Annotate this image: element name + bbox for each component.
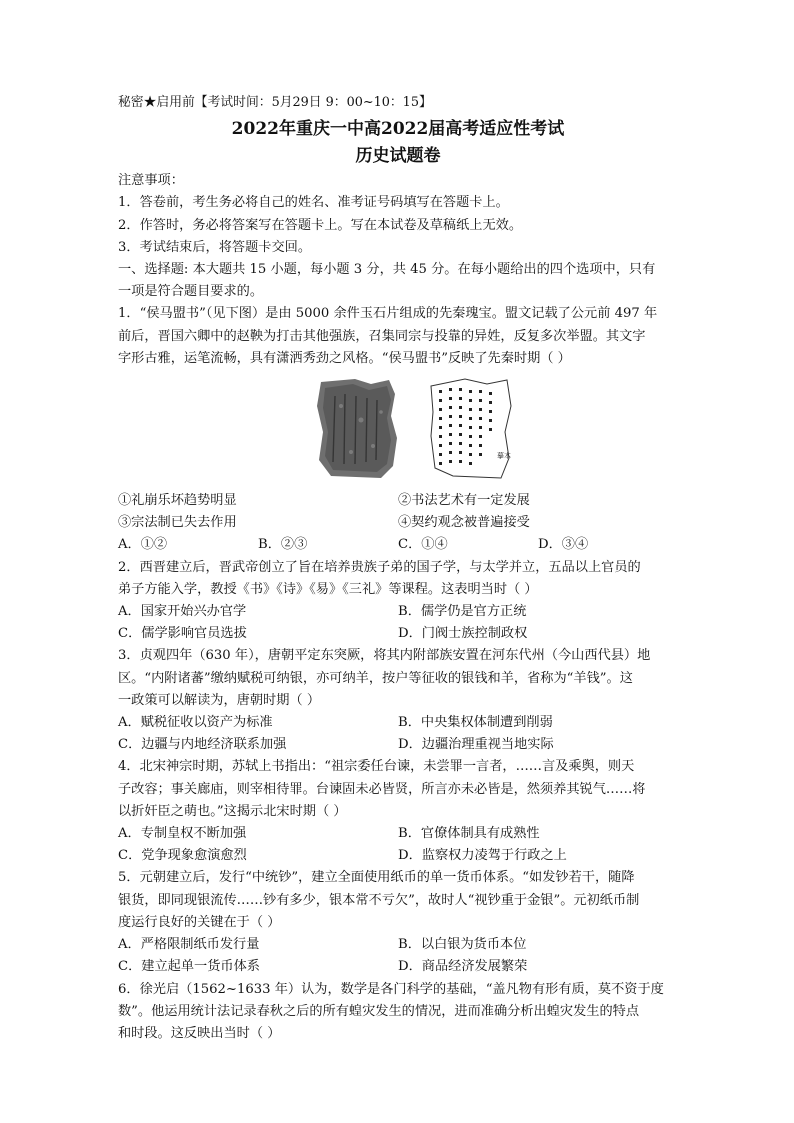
tablet-tracing-copy <box>425 376 515 482</box>
q5-option-d: D．商品经济发展繁荣 <box>398 959 528 975</box>
q6-stem-line2: 数”。他运用统计法记录春秋之后的所有蝗灾发生的情况，进而准确分析出蝗灾发生的特点 <box>118 1003 640 1019</box>
note-item-3: 3．考试结束后，将答题卡交回。 <box>118 239 312 255</box>
q4-stem-line1: 4．北宋神宗时期，苏轼上书指出：“祖宗委任台谏，未尝罪一言者，……言及乘舆，则天 <box>118 759 635 775</box>
q3-option-a: A．赋税征收以资产为标准 <box>118 715 273 731</box>
q5-options-row2 <box>118 956 678 978</box>
section-intro-line1: 一、选择题: 本大题共 15 小题，每小题 3 分，共 45 分。在每小题给出的四个选项中，只有 <box>118 262 656 278</box>
confidential-header: 秘密★启用前【考试时间：5月29日 9：00~10：15】 <box>118 95 432 110</box>
exam-subtitle: 历史试题卷 <box>355 146 441 167</box>
notes-heading: 注意事项： <box>118 173 184 189</box>
q3-options-row1 <box>118 712 678 734</box>
q4-option-b: B．官僚体制具有成熟性 <box>398 826 540 842</box>
q1-statements-row2 <box>118 512 678 534</box>
q5-stem-line1: 5．元朝建立后，发行“中统钞”，建立全面使用纸币的单一货币体系。“如发钞若干，随降 <box>118 870 635 886</box>
q1-option-a: A．①② <box>118 537 168 553</box>
q1-option-c: C．①④ <box>398 537 448 553</box>
q2-option-a: A．国家开始兴办官学 <box>118 604 247 620</box>
q1-options <box>118 534 678 556</box>
q1-statements-row1 <box>118 490 678 512</box>
q1-stem-line2: 前后，晋国六卿中的赵鞅为打击其他强族，召集同宗与投靠的异姓，反复多次举盟。其文字 <box>118 328 646 344</box>
q5-option-a: A．严格限制纸币发行量 <box>118 937 260 953</box>
q6-stem-line1: 6．徐光启（1562~1633 年）认为，数学是各门科学的基础，“盖凡物有形有质，莫不资于度 <box>118 981 664 997</box>
note-item-2: 2．作答时，务必将答案写在答题卡上。写在本试卷及草稿纸上无效。 <box>118 217 523 233</box>
q1-statement-2: ②书法艺术有一定发展 <box>398 493 530 509</box>
q1-statement-4: ④契约观念被普遍接受 <box>398 515 530 531</box>
q2-option-d: D．门阀士族控制政权 <box>398 626 528 642</box>
q4-stem-line2: 子改容；事关廊庙，则宰相待罪。台谏固未必皆贤，所言亦未必皆是，然须养其锐气……将 <box>118 781 646 797</box>
q5-options-row1 <box>118 934 678 956</box>
tracing-label: 摹本 <box>497 452 511 461</box>
q2-options-row2 <box>118 623 678 645</box>
q3-option-d: D．边疆治理重视当地实际 <box>398 737 554 753</box>
q3-options-row2 <box>118 734 678 756</box>
q3-option-c: C．边疆与内地经济联系加强 <box>118 737 287 753</box>
section-intro-line2: 一项是符合题目要求的。 <box>118 284 264 300</box>
exam-title: 2022年重庆一中高2022届高考适应性考试 <box>231 119 565 140</box>
q1-option-b: B．②③ <box>258 537 308 553</box>
q4-option-a: A．专制皇权不断加强 <box>118 826 247 842</box>
q3-stem-line1: 3．贞观四年（630 年），唐朝平定东突厥，将其内附部族安置在河东代州（今山西代县）地 <box>118 648 651 664</box>
q4-options-row2 <box>118 845 678 867</box>
q4-stem-line3: 以折奸臣之萌也。”这揭示北宋时期（ ） <box>118 803 347 819</box>
q3-option-b: B．中央集权体制遭到削弱 <box>398 715 553 731</box>
q2-stem-line1: 2．西晋建立后，晋武帝创立了旨在培养贵族子弟的国子学，与太学并立，五品以上官员的 <box>118 559 641 575</box>
q3-stem-line3: 一政策可以解读为，唐朝时期（ ） <box>118 692 321 708</box>
note-item-1: 1．答卷前，考生务必将自己的姓名、准考证号码填写在答题卡上。 <box>118 195 509 211</box>
q4-options-row1 <box>118 823 678 845</box>
q5-option-b: B．以白银为货币本位 <box>398 937 527 953</box>
q1-option-d: D．③④ <box>538 537 589 553</box>
q3-stem-line2: 区。“内附诸蕃”缴纳赋税可纳银，亦可纳羊，按户等征收的银钱和羊，省称为“羊钱”。这 <box>118 670 633 686</box>
q2-option-c: C．儒学影响官员选拔 <box>118 626 247 642</box>
q5-option-c: C．建立起单一货币体系 <box>118 959 260 975</box>
q4-option-d: D．监察权力凌驾于行政之上 <box>398 848 567 864</box>
q5-stem-line3: 度运行良好的关键在于（ ） <box>118 914 281 930</box>
exam-page <box>118 92 678 1045</box>
jade-tablet-photo <box>311 376 401 482</box>
q2-stem-line2: 弟子方能入学，教授《书》《诗》《易》《三礼》等课程。这表明当时（ ） <box>118 581 538 597</box>
q5-stem-line2: 银货，即同现银流传……钞有多少，银本常不亏欠”，故时人“视钞重于金银”。元初纸币制 <box>118 892 640 908</box>
q1-statement-1: ①礼崩乐坏趋势明显 <box>118 493 237 509</box>
q1-stem-line3: 字形古雅，运笔流畅，具有潇洒秀劲之风格。“侯马盟书”反映了先秦时期（ ） <box>118 350 571 366</box>
q1-stem-line1: 1．“侯马盟书”（见下图）是由 5000 余件玉石片组成的先秦瑰宝。盟文记载了公元前 497 年 <box>118 306 658 322</box>
q1-statement-3: ③宗法制已失去作用 <box>118 515 237 531</box>
q4-option-c: C．党争现象愈演愈烈 <box>118 848 247 864</box>
q6-stem-line3: 和时段。这反映出当时（ ） <box>118 1025 281 1041</box>
q1-figure <box>148 376 678 486</box>
q2-option-b: B．儒学仍是官方正统 <box>398 604 527 620</box>
q2-options-row1 <box>118 601 678 623</box>
